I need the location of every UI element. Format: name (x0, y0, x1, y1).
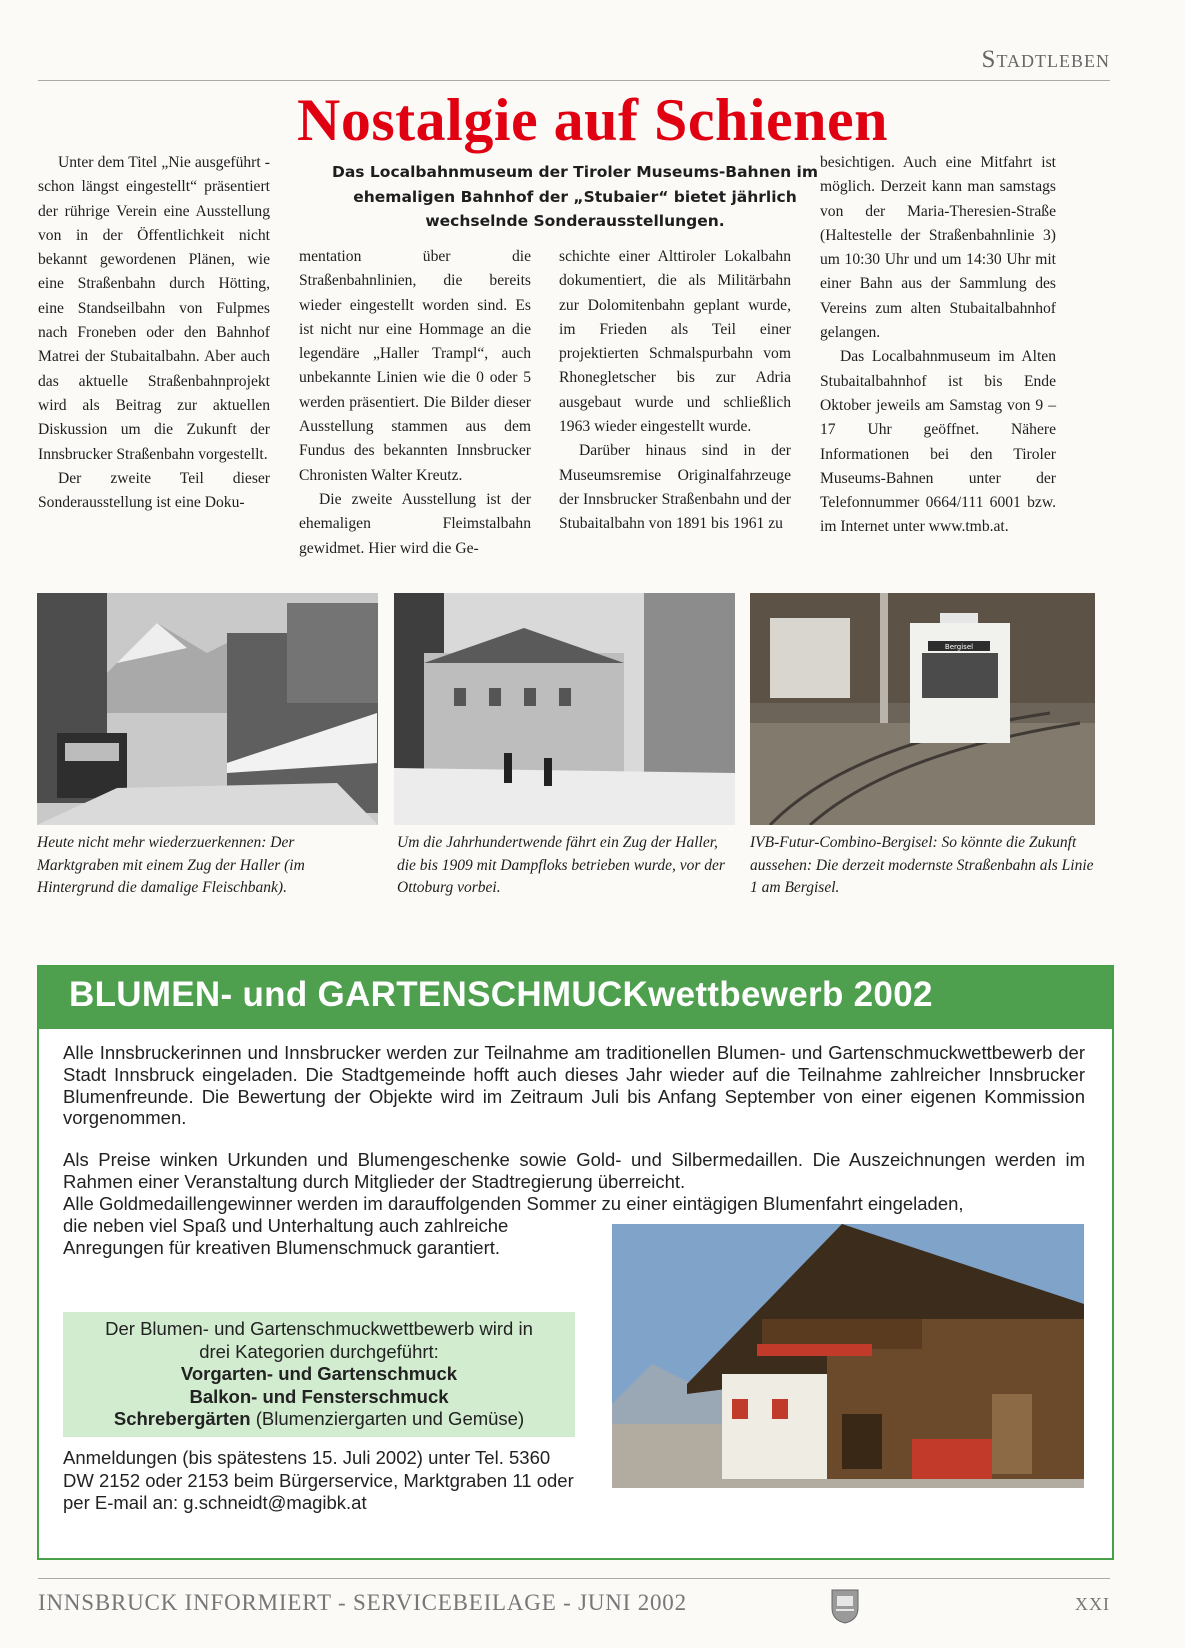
column-3-paragraph-1: schichte einer Alttiroler Lokalbahn dokumentiert, die als Militärbahn zur Dolomitenbahn geplant wurde, im Frieden als Teil einer projektierten Schmalspurbahn vom Rhonegletscher bis zur Adria ausgebaut wurde und schließlich 1963 wieder eingestellt wurde. (559, 248, 791, 436)
column-1-paragraph-1: Unter dem Titel „Nie ausgeführt - schon längst eingestellt“ präsentiert der rührige Verein eine Ausstellung von in der Öffentlichkeit nicht bekannt gewordenen Plänen, wie eine Straßenbahn durch Hötting, eine Standseilbahn von Fulpmes nach Froneben oder den Bahnhof Matrei der Stubaitalbahn. Aber auch das aktuelle Straßenbahnprojekt wird als Beitrag zur aktuellen Diskussion um die Zukunft der Innsbrucker Straßenbahn vorgestellt. (38, 154, 270, 463)
photo-marktgraben-tram (37, 593, 378, 825)
column-2-paragraph-2: Die zweite Ausstellung ist der ehemaligen Fleimstalbahn gewidmet. Hier wird die Ge- (299, 490, 531, 557)
tram-destination-sign: Bergisel (944, 643, 974, 651)
category-1: Vorgarten- und Gartenschmuck (180, 1363, 458, 1384)
contest-title: BLUMEN- und GARTENSCHMUCKwettbewerb 2002 (69, 975, 933, 1014)
contest-paragraph-1: Alle Innsbruckerinnen und Innsbrucker werden zur Teilnahme am traditionellen Blumen- und Gartenschmuckwettbewerb der Stadt Innsbruck eingeladen. Die Stadtgemeinde hofft auch dieses Jahr wieder auf die Teilnahme zahlreicher Innsbrucker Blumenfreunde. Die Bewertung der Objekte wird im Zeitraum Juli bis Anfang September von einer eigenen Kommission vorgenommen. (63, 1042, 1085, 1129)
column-4-paragraph-1: besichtigen. Auch eine Mitfahrt ist möglich. Derzeit kann man samstags von der Maria-Theresien-Straße (Haltestelle der Straßenbahnlinie 3) um 10:30 Uhr und um 14:30 Uhr mit einer Bahn aus der Sammlung des Vereins zum alten Stubaitalbahnhof gelangen. (820, 154, 1056, 342)
category-3 (63, 1408, 575, 1431)
top-divider (38, 80, 1110, 81)
article-column-4 (820, 151, 1056, 540)
bottom-divider (38, 1578, 1110, 1579)
section-label: Stadtleben (981, 46, 1110, 73)
categories-box (63, 1312, 575, 1437)
categories-intro: Der Blumen- und Gartenschmuckwettbewerb wird in drei Kategorien durchgeführt: (105, 1318, 533, 1362)
column-3-paragraph-2: Darüber hinaus sind in der Museumsremise Originalfahrzeuge der Innsbrucker Straßenbahn und der Stubaitalbahn von 1891 bis 1961 zu (559, 442, 791, 533)
article-lead: Das Localbahnmuseum der Tiroler Museums-Bahnen im ehemaligen Bahnhof der „Stubaier“ bietet jährlich wechselnde Sonderausstellungen. (331, 163, 819, 230)
footer-publication: INNSBRUCK INFORMIERT - SERVICEBEILAGE - JUNI 2002 (38, 1590, 687, 1615)
contest-box (37, 965, 1114, 1560)
article-title: Nostalgie auf Schienen (296, 87, 889, 153)
contest-header (39, 967, 1112, 1029)
column-1-paragraph-2: Der zweite Teil dieser Sonderausstellung ist eine Doku- (38, 469, 270, 512)
category-3-note: (Blumenziergarten und Gemüse) (255, 1408, 525, 1429)
registration-info: Anmeldungen (bis spätestens 15. Juli 2002) unter Tel. 5360 DW 2152 oder 2153 beim Bürgerservice, Marktgraben 11 oder per E-mail an: g.schneidt@magibk.at (63, 1447, 574, 1513)
city-crest-icon (830, 1588, 860, 1624)
page-number: XXI (1075, 1594, 1110, 1614)
caption-photo-1: Heute nicht mehr wiederzuerkennen: Der Marktgraben mit einem Zug der Haller (im Hintergrund die damalige Fleischbank). (37, 834, 305, 896)
column-2-paragraph-1: mentation über die Straßenbahnlinien, die bereits wieder eingestellt worden sind. Es ist nicht nur eine Hommage an die legendäre „Haller Trampl“, auch unbekannte Linien wie die 0 oder 5 werden präsentiert. Die Bilder dieser Ausstellung stammen aus dem Fundus des bekannten Innsbrucker Chronisten Walter Kreutz. (299, 248, 531, 484)
article-column-2 (299, 245, 531, 561)
category-2: Balkon- und Fensterschmuck (189, 1385, 449, 1407)
caption-photo-2: Um die Jahrhundertwende fährt ein Zug der Haller, die bis 1909 mit Dampfloks betrieben wurde, vor der Ottoburg vorbei. (397, 834, 725, 896)
contest-paragraph-3b: die neben viel Spaß und Unterhaltung auch zahlreiche Anregungen für kreativen Blumenschmuck garantiert. (63, 1215, 509, 1258)
article-column-3 (559, 245, 791, 537)
contest-paragraph-2: Als Preise winken Urkunden und Blumengeschenke sowie Gold- und Silbermedaillen. Die Auszeichnungen werden im Rahmen einer Veranstaltung durch Mitglieder der Stadtregierung überreicht. (63, 1149, 1085, 1192)
column-4-paragraph-2: Das Localbahnmuseum im Alten Stubaitalbahnhof ist bis Ende Oktober jeweils am Samstag von 9 – 17 Uhr geöffnet. Nähere Informationen bei den Tiroler Museums-Bahnen unter der Telefonnummer 0664/111 6001 bzw. im Internet unter www.tmb.at. (820, 348, 1056, 536)
photo-flower-farmhouse (612, 1224, 1084, 1488)
category-3-name: Schrebergärten (113, 1408, 251, 1429)
article-column-1 (38, 151, 270, 515)
contest-paragraph-3a: Alle Goldmedaillengewinner werden im darauffolgenden Sommer zu einer eintägigen Blumenfahrt eingeladen, (63, 1193, 964, 1214)
photo-combino-bergisel (750, 593, 1095, 825)
photo-ottoburg (394, 593, 735, 825)
caption-photo-3: IVB-Futur-Combino-Bergisel: So könnte die Zukunft aussehen: Die derzeit modernste Straßenbahn als Linie 1 am Bergisel. (750, 834, 1094, 896)
